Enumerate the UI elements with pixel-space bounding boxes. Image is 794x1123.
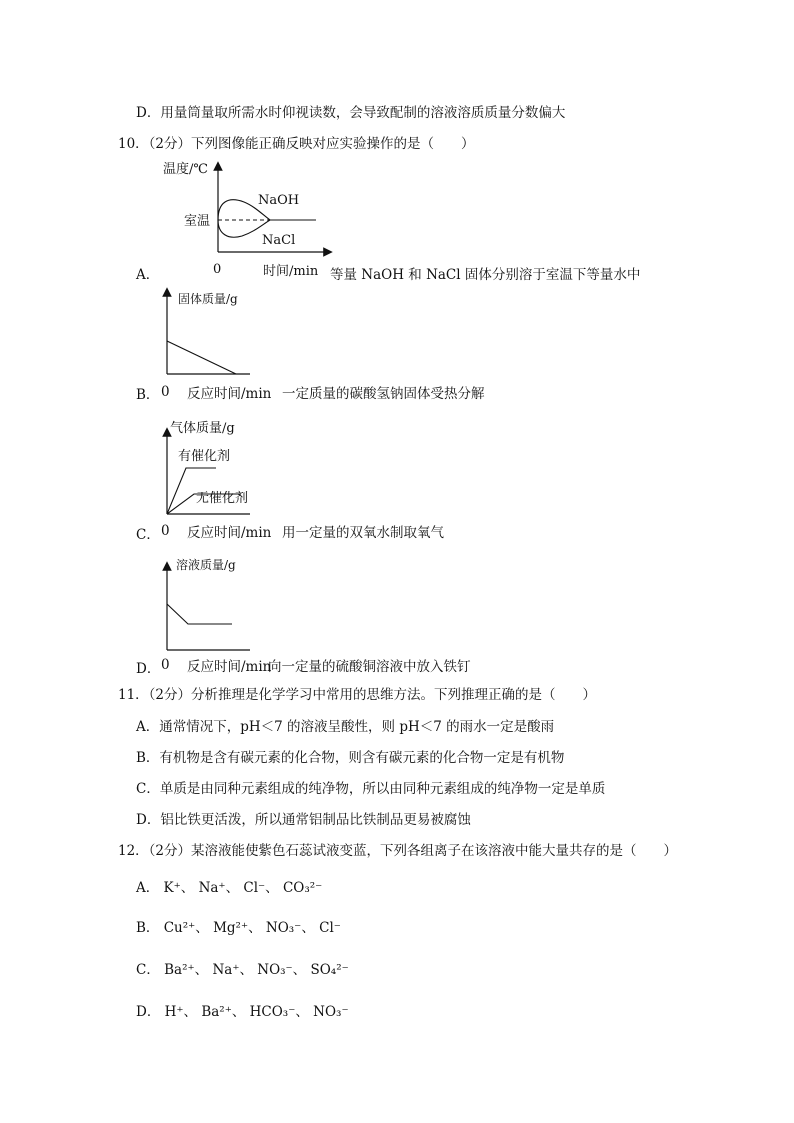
ion: NO₃⁻ [313, 1004, 349, 1020]
q10-d-origin: 0 [161, 657, 170, 673]
q12-option-d: D． H⁺、 Ba²⁺、 HCO₃⁻、 NO₃⁻ [136, 1004, 349, 1020]
q12-stem: 12．（2分）某溶液能使紫色石蕊试液变蓝，下列各组离子在该溶液中能大量共存的是（ ） [118, 843, 678, 859]
no-catalyst-label: 无催化剂 [196, 491, 249, 506]
ion: HCO₃⁻ [249, 1004, 296, 1020]
q11-stem: 11．（2分）分析推理是化学学习中常用的思维方法。下列推理正确的是（ ） [118, 687, 597, 703]
ion: H⁺ [164, 1004, 184, 1020]
q10-stem: 10．（2分）下列图像能正确反映对应实验操作的是（ ） [118, 136, 475, 152]
ion: Mg²⁺ [213, 920, 249, 936]
q12-option-c: C． Ba²⁺、 Na⁺、 NO₃⁻、 SO₄²⁻ [136, 962, 349, 978]
q10-c-caption: 用一定量的双氧水制取氧气 [282, 525, 444, 541]
ion: Ba²⁺ [201, 1004, 232, 1020]
ion: Cu²⁺ [163, 920, 196, 936]
q10-a-letter: A． [136, 267, 160, 283]
q11-option-d: D．铝比铁更活泼，所以通常铝制品比铁制品更易被腐蚀 [136, 812, 471, 828]
q10-b-x-label: 反应时间/min [187, 386, 272, 402]
q10-d-graph [150, 552, 350, 660]
y-label: 温度/℃ [163, 162, 208, 177]
ion: SO₄²⁻ [310, 962, 349, 978]
q10-b-letter: B． [136, 387, 160, 403]
q10-b-graph [150, 286, 350, 386]
ion: Ba²⁺ [164, 962, 195, 978]
q10-b-caption: 一定质量的碳酸氢钠固体受热分解 [282, 386, 485, 402]
mid-label: 室温 [184, 214, 211, 229]
y-label: 气体质量/g [170, 421, 235, 436]
q10-c-origin: 0 [161, 523, 170, 539]
ion: K⁺ [163, 880, 181, 896]
q10-a-graph [150, 152, 340, 282]
option-letter: C． [136, 962, 160, 978]
ion: NO₃⁻ [265, 920, 302, 936]
q10-d-letter: D． [136, 661, 161, 677]
q9-option-d: D．用量筒量取所需水时仰视读数，会导致配制的溶液溶质质量分数偏大 [136, 105, 566, 121]
q10-d-caption: 向一定量的硫酸铜溶液中放入铁钉 [268, 659, 471, 675]
q12-option-b: B． Cu²⁺、 Mg²⁺、 NO₃⁻、 Cl⁻ [136, 920, 341, 936]
q10-a-caption: 等量 NaOH 和 NaCl 固体分别溶于室温下等量水中 [330, 267, 641, 283]
ion: Cl⁻ [319, 920, 341, 936]
option-letter: A． [136, 880, 160, 896]
q10-d-x-label: 反应时间/min [187, 659, 272, 675]
option-letter: D． [136, 1004, 161, 1020]
q11-option-b: B．有机物是含有碳元素的化合物，则含有碳元素的化合物一定是有机物 [136, 750, 565, 766]
q12-option-a: A． K⁺、 Na⁺、 Cl⁻、 CO₃²⁻ [136, 880, 323, 896]
q10-c-letter: C． [136, 527, 160, 543]
y-label: 固体质量/g [178, 292, 238, 306]
q10-c-graph [150, 416, 350, 524]
ion: Na⁺ [198, 880, 226, 896]
upper-curve-label: NaOH [258, 193, 300, 208]
lower-curve-label: NaCl [262, 233, 296, 248]
ion: CO₃²⁻ [282, 880, 323, 896]
ion: Cl⁻ [243, 880, 266, 896]
q10-c-x-label: 反应时间/min [187, 525, 272, 541]
q11-option-c: C．单质是由同种元素组成的纯净物，所以由同种元素组成的纯净物一定是单质 [136, 781, 606, 797]
catalyst-label: 有催化剂 [178, 449, 231, 464]
y-label: 溶液质量/g [176, 558, 236, 572]
q10-b-origin: 0 [161, 384, 170, 400]
q11-option-a: A．通常情况下，pH＜7 的溶液呈酸性，则 pH＜7 的雨水一定是酸雨 [136, 719, 555, 735]
ion: Na⁺ [212, 962, 240, 978]
option-letter: B． [136, 920, 160, 936]
ion: NO₃⁻ [257, 962, 293, 978]
mass-line [167, 341, 236, 374]
x-label: 时间/min [263, 264, 319, 279]
solution-mass-line [167, 604, 232, 624]
origin-label: 0 [213, 262, 222, 277]
